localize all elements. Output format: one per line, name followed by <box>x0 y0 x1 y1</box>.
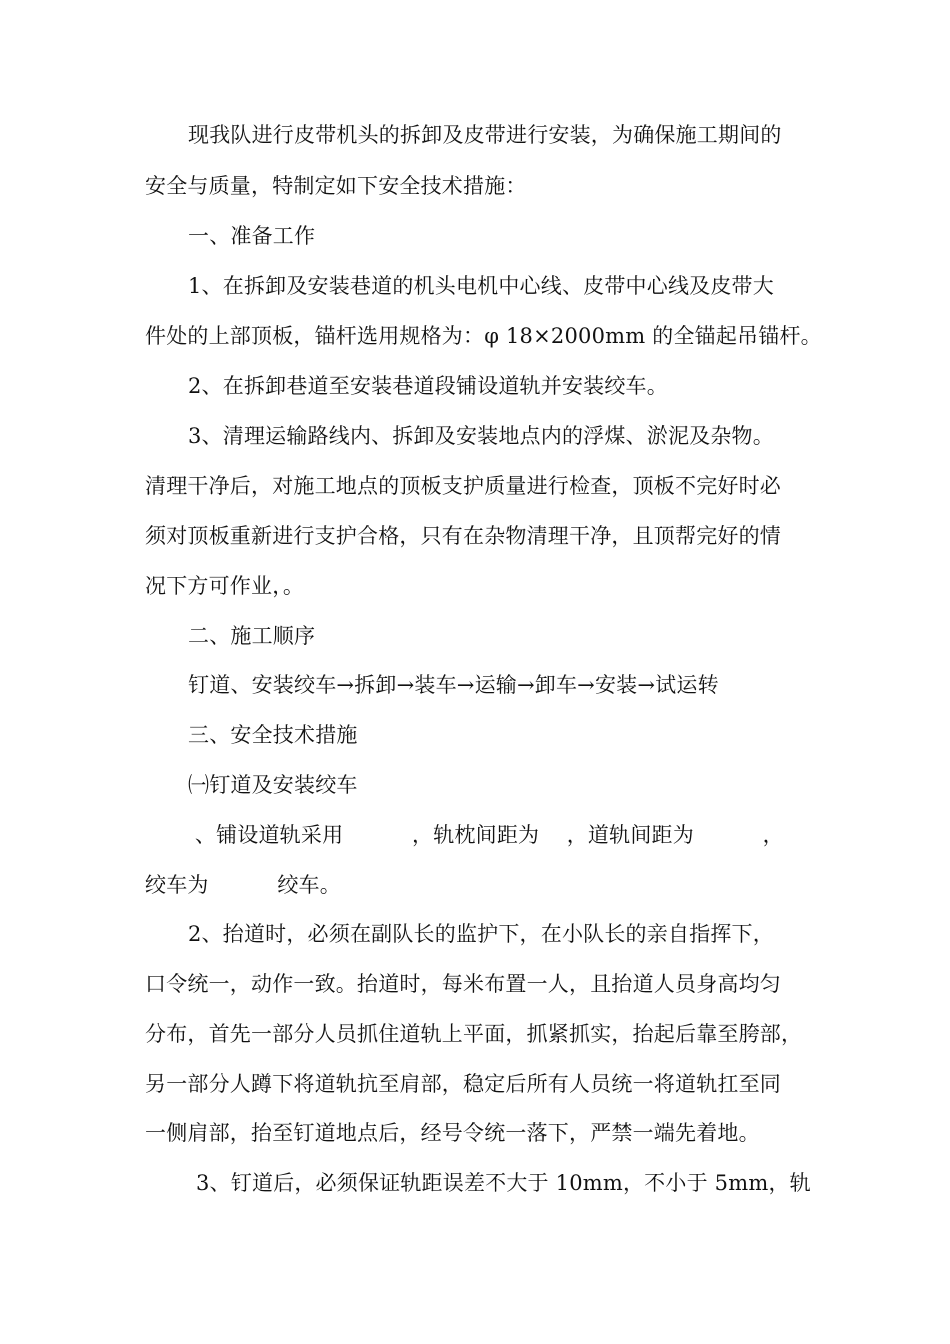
track-item-2-line-5: 一侧肩部，抬至钉道地点后，经号令统一落下，严禁一端先着地。 <box>145 1121 760 1145</box>
track-item-1-line-1: 、铺设道轨采用 ，轨枕间距为 ，道轨间距为 ， <box>188 823 784 847</box>
section-heading-safety: 三、安全技术措施 <box>188 723 358 747</box>
item-3-line-1: 3、清理运输路线内、拆卸及安装地点内的浮煤、淤泥及杂物。 <box>188 424 774 448</box>
section-heading-sequence: 二、施工顺序 <box>188 624 316 648</box>
paragraph-intro-line-1: 现我队进行皮带机头的拆卸及皮带进行安装，为确保施工期间的 <box>188 123 782 147</box>
item-3-line-2: 清理干净后，对施工地点的顶板支护质量进行检查，顶板不完好时必 <box>145 474 781 498</box>
subsection-heading-track: ㈠钉道及安装绞车 <box>188 773 358 797</box>
item-2: 2、在拆卸巷道至安装巷道段铺设道轨并安装绞车。 <box>188 374 668 398</box>
item-3-line-4: 况下方可作业，。 <box>145 574 305 598</box>
sequence-flow: 钉道、安装绞车→拆卸→装车→运输→卸车→安装→试运转 <box>188 673 719 697</box>
paragraph-intro-line-2: 安全与质量，特制定如下安全技术措施： <box>145 174 527 198</box>
track-item-2-line-2: 口令统一，动作一致。抬道时，每米布置一人，且抬道人员身高均匀 <box>145 972 781 996</box>
track-item-2-line-3: 分布，首先一部分人员抓住道轨上平面，抓紧抓实，抬起后靠至胯部， <box>145 1022 803 1046</box>
item-1-line-1: 1、在拆卸及安装巷道的机头电机中心线、皮带中心线及皮带大 <box>188 274 774 298</box>
item-3-line-3: 须对顶板重新进行支护合格，只有在杂物清理干净，且顶帮完好的情 <box>145 524 781 548</box>
track-item-3-line-1: 3、钉道后，必须保证轨距误差不大于 10mm，不小于 5mm，轨 <box>196 1171 811 1195</box>
item-1-line-2: 件处的上部顶板，锚杆选用规格为：φ 18×2000mm 的全锚起吊锚杆。 <box>145 324 822 348</box>
track-item-1-line-2: 绞车为 绞车。 <box>145 873 341 897</box>
section-heading-preparation: 一、准备工作 <box>188 224 316 248</box>
track-item-2-line-4: 另一部分人蹲下将道轨抗至肩部，稳定后所有人员统一将道轨扛至同 <box>145 1072 781 1096</box>
track-item-2-line-1: 2、抬道时，必须在副队长的监护下，在小队长的亲自指挥下， <box>188 922 774 946</box>
